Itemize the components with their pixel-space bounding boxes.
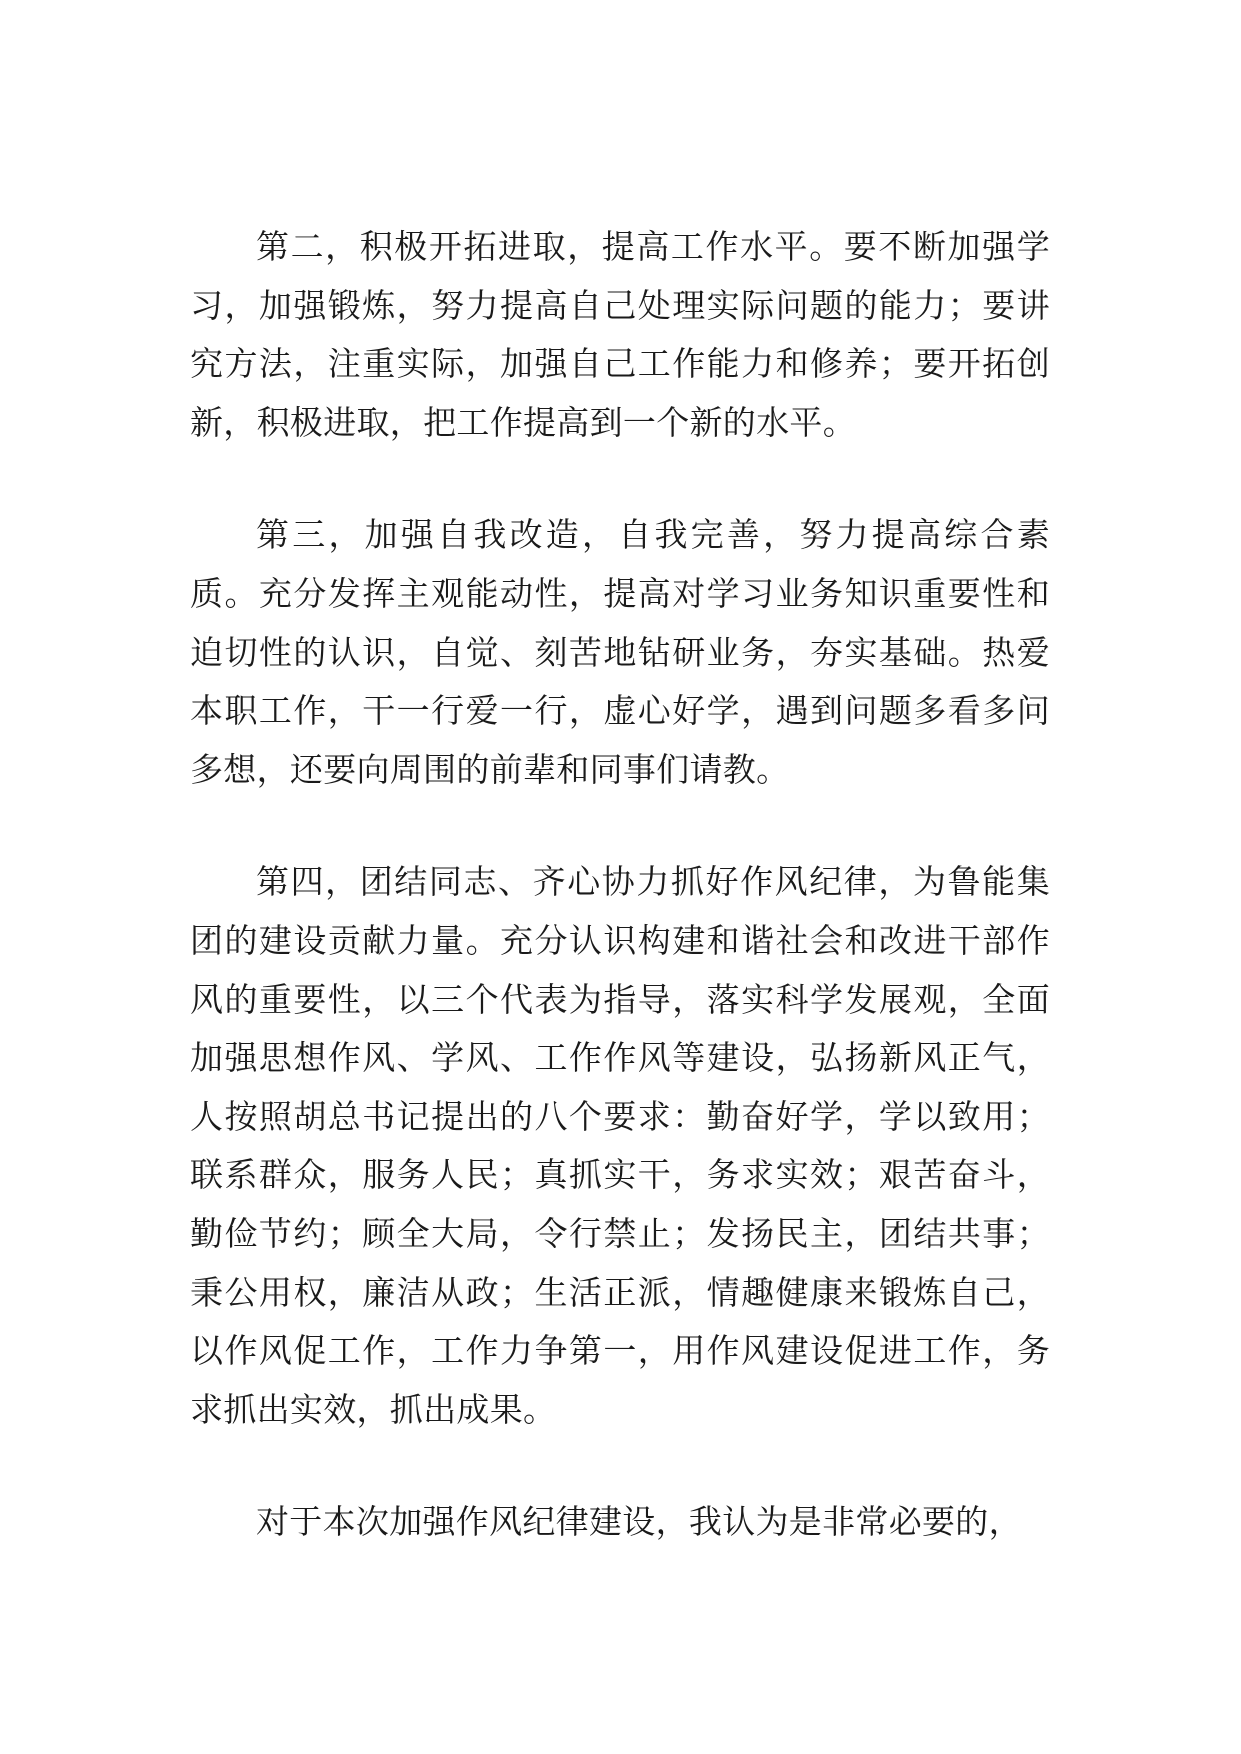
paragraph-fourth-point: 第四，团结同志、齐心协力抓好作风纪律，为鲁能集团的建设贡献力量。充分认识构建和谐社会和改进干部作风的重要性，以三个代表为指导，落实科学发展观，全面加强思想作风、学风、工作作风等建设，弘扬新风正气，人按照胡总书记提出的八个要求：勤奋好学，学以致用；联系群众，服务人民；真抓实干，务求实效；艰苦奋斗，勤俭节约；顾全大局，令行禁止；发扬民主，团结共事；秉公用权，廉洁从政；生活正派，情趣健康来锻炼自己，以作风促工作，工作力争第一，用作风建设促进工作，务求抓出实效，抓出成果。 bbox=[190, 862, 1050, 1429]
paragraph-third-point: 第三，加强自我改造，自我完善，努力提高综合素质。充分发挥主观能动性，提高对学习业务知识重要性和迫切性的认识，自觉、刻苦地钻研业务，夯实基础。热爱本职工作，干一行爱一行，虚心好学，遇到问题多看多问多想，还要向周围的前辈和同事们请教。 bbox=[190, 515, 1050, 789]
paragraph-conclusion-start: 对于本次加强作风纪律建设，我认为是非常必要的， bbox=[256, 1502, 1022, 1542]
document-body bbox=[190, 218, 1050, 1552]
paragraph-second-point: 第二，积极开拓进取，提高工作水平。要不断加强学习，加强锻炼，努力提高自己处理实际问题的能力；要讲究方法，注重实际，加强自己工作能力和修养；要开拓创新，积极进取，把工作提高到一个新的水平。 bbox=[190, 227, 1050, 442]
